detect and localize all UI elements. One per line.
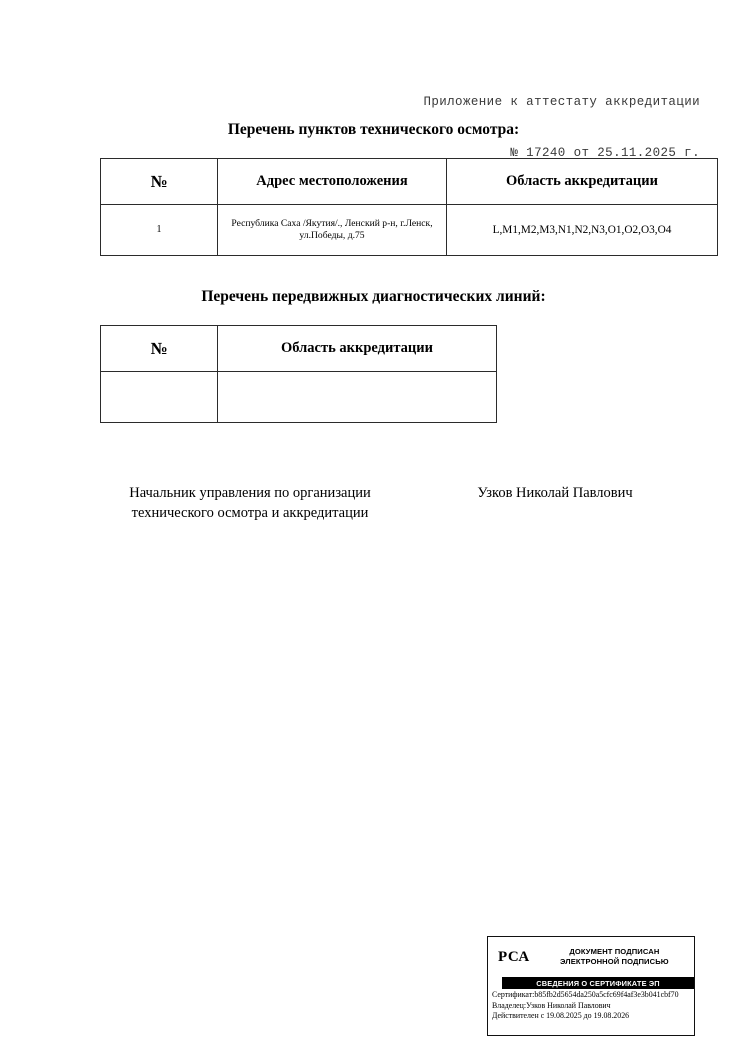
cell-scope	[218, 372, 497, 423]
number-sign-glyph: №	[150, 171, 168, 191]
table-header-row	[101, 326, 497, 372]
number-sign-glyph: №	[150, 338, 168, 358]
certificate-serial: Сертификат:b85fb2d5654da250a5cfc69f4af3e3b041cbf70	[492, 990, 679, 1000]
stamp-heading	[488, 937, 694, 977]
column-header-number	[101, 326, 218, 372]
header-line-attachment: Приложение к аттестату аккредитации	[423, 95, 700, 109]
stamp-caption	[539, 947, 690, 966]
certificate-validity: Действителен с 19.08.2025 до 19.08.2026	[492, 1011, 630, 1020]
certificate-owner: Владелец:Узков Николай Павлович	[492, 1000, 611, 1010]
table-row	[101, 205, 718, 256]
electronic-signature-stamp	[487, 936, 695, 1036]
column-header-scope: Область аккредитации	[447, 159, 718, 205]
signatory-name: Узков Николай Павлович	[477, 485, 633, 501]
table-row	[101, 372, 497, 423]
cell-row-number: 1	[101, 205, 218, 256]
table-header-row	[101, 159, 718, 205]
certificate-details	[488, 989, 694, 1021]
header-line-number: № 17240 от 25.11.2025 г.	[510, 146, 700, 160]
rsa-logo: РСА	[498, 948, 530, 965]
stamp-caption-line-2: ЭЛЕКТРОННОЙ ПОДПИСЬЮ	[560, 957, 669, 966]
certificate-info-bar: СВЕДЕНИЯ О СЕРТИФИКАТЕ ЭП	[502, 977, 694, 989]
section-title-points: Перечень пунктов технического осмотра:	[227, 121, 520, 138]
column-header-address: Адрес местоположения	[218, 159, 447, 205]
table-mobile-lines	[100, 325, 497, 423]
column-header-scope: Область аккредитации	[218, 326, 497, 372]
cell-row-number	[101, 372, 218, 423]
section-title-mobile-lines: Перечень передвижных диагностических линий:	[201, 288, 546, 305]
table-inspection-points	[100, 158, 718, 256]
signatory-role: Начальник управления по организации технического осмотра и аккредитации	[129, 485, 371, 521]
cell-scope: L,M1,M2,M3,N1,N2,N3,O1,O2,O3,O4	[447, 205, 718, 256]
column-header-number	[101, 159, 218, 205]
cell-address: Республика Саха /Якутия/., Ленский р-н, г.Ленск, ул.Победы, д.75	[218, 205, 447, 256]
stamp-caption-line-1: ДОКУМЕНТ ПОДПИСАН	[569, 947, 660, 957]
